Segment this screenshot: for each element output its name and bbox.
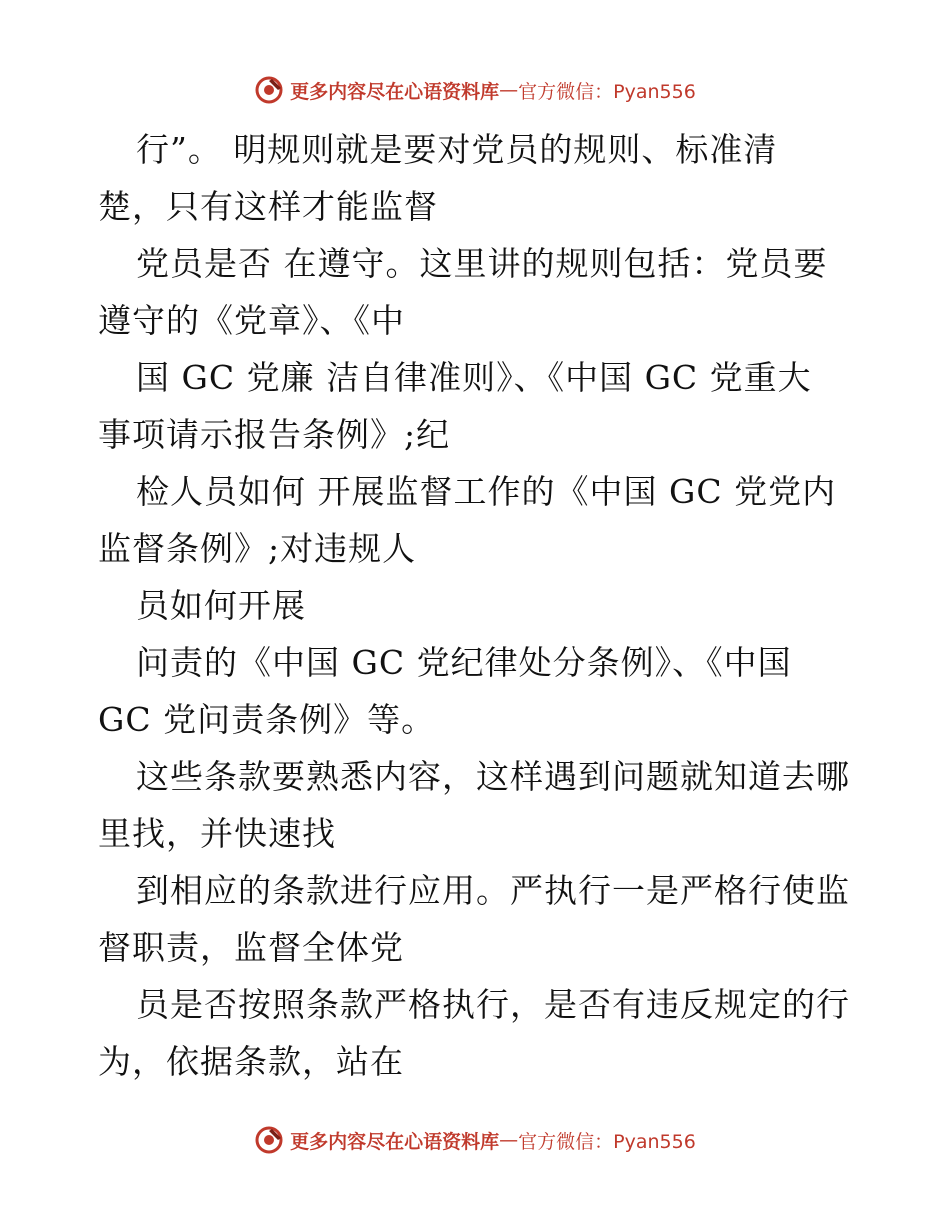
watermark-official-text: 官方微信：Pyan556 — [518, 80, 696, 103]
body-line: 国 GC 党廉 洁自律准则》、《中国 GC 党重大 — [136, 358, 812, 397]
pen-circle-logo-icon — [254, 1125, 284, 1155]
body-line: 监督条例》;对违规人 — [98, 529, 417, 568]
footer-watermark — [0, 1120, 950, 1160]
watermark-official-text: 官方微信：Pyan556 — [518, 1130, 696, 1153]
body-line: 楚，只有这样才能监督 — [98, 187, 438, 226]
watermark-main-text: 更多内容尽在心语资料库 — [290, 80, 500, 103]
body-line: 督职责，监督全体党 — [98, 928, 404, 967]
body-line: 员如何开展 — [136, 586, 306, 625]
watermark-main-text: 更多内容尽在心语资料库 — [290, 1130, 500, 1153]
body-line: 到相应的条款进行应用。严执行一是严格行使监 — [136, 871, 850, 910]
body-line: 里找，并快速找 — [98, 814, 336, 853]
watermark-separator: — — [499, 1129, 519, 1151]
body-line: 行”。 明规则就是要对党员的规则、标准清 — [136, 130, 778, 169]
body-line: 为，依据条款，站在 — [98, 1042, 404, 1081]
body-line: 员是否按照条款严格执行，是否有违反规定的行 — [136, 985, 850, 1024]
body-line: 遵守的《党章》、《中 — [98, 301, 405, 340]
body-line: 事项请示报告条例》;纪 — [98, 415, 451, 454]
body-line: 检人员如何 开展监督工作的《中国 GC 党党内 — [136, 472, 837, 511]
body-line: GC 党问责条例》等。 — [98, 700, 436, 739]
pen-circle-logo-icon — [254, 75, 284, 105]
watermark-separator: — — [499, 79, 519, 101]
body-line: 这些条款要熟悉内容，这样遇到问题就知道去哪 — [136, 757, 850, 796]
body-line: 问责的《中国 GC 党纪律处分条例》、《中国 — [136, 643, 792, 682]
header-watermark — [0, 70, 950, 110]
body-line: 党员是否 在遵守。这里讲的规则包括：党员要 — [136, 244, 828, 283]
